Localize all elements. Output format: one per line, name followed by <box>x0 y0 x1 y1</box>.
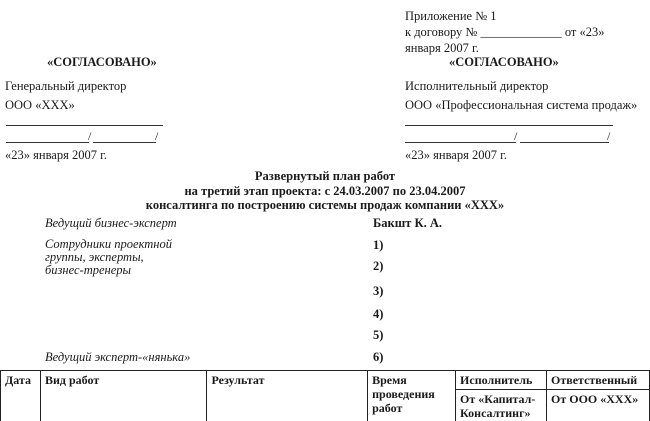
right-party-company: ООО «Профессиональная система продаж» <box>405 98 638 112</box>
left-party-date: «23» января 2007 г. <box>5 148 107 162</box>
subheader-responsible: От ООО «XXX» <box>547 390 650 421</box>
appendix-header <box>405 8 605 56</box>
team-member-3: 3) <box>373 284 384 298</box>
appendix-title: Приложение № 1 <box>405 9 497 23</box>
right-signature-line <box>405 125 613 126</box>
right-signature-name-line <box>405 142 516 143</box>
right-party-position: Исполнительный директор <box>405 79 549 93</box>
team-member-4: 4) <box>373 307 384 321</box>
right-party-block <box>405 77 637 115</box>
left-signature-initials-line <box>93 142 156 143</box>
work-plan-table <box>0 370 650 421</box>
left-party-position: Генеральный директор <box>5 79 127 93</box>
team-member-1: 1) <box>373 238 384 252</box>
team-members-label <box>45 238 172 277</box>
table-header-row <box>1 371 650 390</box>
team-members-label-line-2: группы, эксперты, <box>45 250 144 264</box>
team-member-2: 2) <box>373 259 384 273</box>
header-result: Результат <box>207 371 368 421</box>
left-party-block <box>5 77 126 115</box>
header-executor: Исполнитель <box>456 371 547 390</box>
nanny-expert-label: Ведущий эксперт-«нянька» <box>45 350 191 364</box>
right-party-date: «23» января 2007 г. <box>405 148 507 162</box>
left-party-company: ООО «XXX» <box>5 98 75 112</box>
right-signature-slash-end: / <box>607 129 611 143</box>
header-responsible: Ответственный <box>547 371 650 390</box>
document-title <box>0 169 650 213</box>
header-work-type: Вид работ <box>40 371 207 421</box>
left-signature-slash: / <box>88 129 92 143</box>
title-line-1: Развернутый план работ <box>254 169 396 183</box>
approved-heading-right: «СОГЛАСОВАНО» <box>449 55 559 69</box>
right-signature-slash: / <box>514 129 518 143</box>
team-members-label-line-1: Сотрудники проектной <box>45 237 173 251</box>
appendix-contract-ref: к договору № _____________ от «23» <box>405 25 605 39</box>
left-signature-name-line <box>6 142 89 143</box>
appendix-date: января 2007 г. <box>405 41 479 55</box>
team-member-5: 5) <box>373 328 384 342</box>
right-signature-initials-line <box>520 142 609 143</box>
left-signature-line <box>6 125 163 126</box>
lead-expert-name: Бакшт К. А. <box>373 216 443 230</box>
nanny-expert-number: 6) <box>373 350 384 364</box>
subheader-executor: От «Капитал-Консалтинг» <box>456 390 547 421</box>
lead-expert-label: Ведущий бизнес-эксперт <box>45 216 177 230</box>
title-line-3: консалтинга по построению системы продаж компании «XXX» <box>145 198 505 212</box>
left-signature-slash-end: / <box>155 129 159 143</box>
team-members-label-line-3: бизнес-тренеры <box>45 263 131 277</box>
header-time: Время проведения работ <box>368 371 456 421</box>
approved-heading-left: «СОГЛАСОВАНО» <box>47 55 157 69</box>
header-date: Дата <box>1 371 41 421</box>
title-line-2: на третий этап проекта: с 24.03.2007 по 23.04.2007 <box>184 183 466 198</box>
